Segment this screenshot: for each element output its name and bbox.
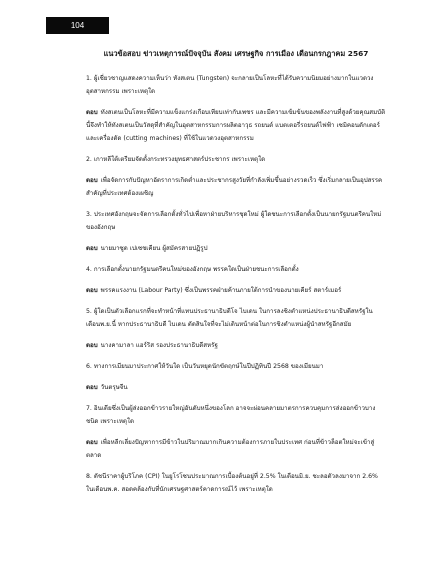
answer-label: ตอบ bbox=[86, 245, 98, 252]
question-4: 4. การเลือกตั้งนายกรัฐมนตรีคนใหม่ของอังกฤษ พรรคใดเป็นฝ่ายชนะการเลือกตั้ง bbox=[86, 266, 299, 273]
qa-item-2 bbox=[86, 153, 386, 200]
answer-5 bbox=[86, 339, 386, 352]
question-2: 2. เกาหลีใต้เตรียมจัดตั้งกระทรวงยุทธศาสตร์ประชากร เพราะเหตุใด bbox=[86, 156, 266, 163]
answer-3 bbox=[86, 242, 386, 255]
answer-text: นายมาซูด เปเซชเคียน ผู้สมัครสายปฏิรูป bbox=[100, 245, 208, 252]
document-title: แนวข้อสอบ ข่าวเหตุการณ์ปัจจุบัน สังคม เศรษฐกิจ การเมือง เดือนกรกฎาคม 2567 bbox=[103, 49, 369, 58]
answer-label: ตอบ bbox=[86, 384, 98, 391]
qa-item-3 bbox=[86, 208, 386, 255]
qa-item-8 bbox=[86, 470, 386, 496]
answer-text: วันตรุษจีน bbox=[100, 384, 128, 391]
answer-text: พรรคแรงงาน (Labour Party) ซึ่งเป็นพรรคฝ่ายค้านภายใต้การนำของนายเคียร์ สตาร์เมอร์ bbox=[100, 287, 342, 294]
answer-label: ตอบ bbox=[86, 342, 98, 349]
answer-1 bbox=[86, 106, 386, 145]
answer-label: ตอบ bbox=[86, 439, 98, 446]
answer-text: นางคามาลา แฮร์ริส รองประธานาธิบดีสหรัฐ bbox=[100, 342, 218, 349]
qa-item-6 bbox=[86, 360, 386, 394]
question-8: 8. ดัชนีราคาผู้บริโภค (CPI) ในยูโรโซนประมาณการเบื้องต้นอยู่ที่ 2.5% ในเดือนมิ.ย. ชะลอตัวลงมาจาก 2.6% ในเดือนพ.ค. สอดคล้องกับที่นักเศรษฐศาสตร์คาดการณ์ไว้ เพราะเหตุใด bbox=[86, 473, 378, 493]
answer-label: ตอบ bbox=[86, 177, 98, 184]
answer-6 bbox=[86, 381, 386, 394]
answer-label: ตอบ bbox=[86, 287, 98, 294]
answer-2 bbox=[86, 174, 386, 200]
qa-item-1 bbox=[86, 72, 386, 145]
question-7: 7. อินเดียซึ่งเป็นผู้ส่งออกข้าวรายใหญ่อันดับหนึ่งของโลก อาจจะผ่อนคลายมาตรการควบคุมการส่งออกข้าวบางชนิด เพราะเหตุใด bbox=[86, 405, 376, 425]
qa-item-7 bbox=[86, 402, 386, 462]
answer-label: ตอบ bbox=[86, 109, 98, 116]
answer-7 bbox=[86, 436, 386, 462]
qa-item-5 bbox=[86, 305, 386, 352]
question-5: 5. ผู้ใดเป็นตัวเลือกแรกที่จะทำหน้าที่แทนประธานาธิบดีโจ ไบเดน ในการลงชิงตำแหน่งประธานาธิบดีสหรัฐในเดือนพ.ย.นี้ หากประธานาธิบดี ไบเดน ตัดสินใจที่จะไม่เดินหน้าต่อในการชิงตำแหน่งผู้นำสหรัฐอีกสมัย bbox=[86, 308, 373, 328]
answer-text: เพื่อหลีกเลี่ยงปัญหาการมีข้าวในปริมาณมากเกินความต้องการภายในประเทศ ก่อนที่ข้าวล็อตใหม่จะเข้าสู่ตลาด bbox=[86, 439, 375, 459]
answer-text: ทังสเตนเป็นโลหะที่มีความแข็งแกร่งเกือบเทียบเท่ากับเพชร และมีความเข้มข้นของพลังงานที่สูงด้วยคุณสมบัตินี้จึงทำให้ทังสเตนเป็นวัสดุที่สำคัญในอุตสาหกรรมการผลิตอาวุธ รถยนต์ แบตเตอรี่รถยนต์ไฟฟ้า เซมิคอนดักเตอร์ และเครื่องตัด (cutting machines) ที่ใช้ในแวดวงอุตสาหกรรม bbox=[86, 109, 386, 142]
page-number-badge: 104 bbox=[46, 17, 109, 34]
question-3: 3. ประเทศอังกฤษจะจัดการเลือกตั้งทั่วไปเพื่อหาฝ่ายบริหารชุดใหม่ ผู้ใดชนะการเลือกตั้งเป็นนายกรัฐมนตรีคนใหม่ของอังกฤษ bbox=[86, 211, 382, 231]
answer-text: เพื่อจัดการกับปัญหาอัตราการเกิดต่ำและประชากรสูงวัยที่กำลังเพิ่มขึ้นอย่างรวดเร็ว ซึ่งเริ่มกลายเป็นอุปสรรคสำคัญที่ประเทศต้องเผชิญ bbox=[86, 177, 383, 197]
question-6: 6. ทางการเมียนมาประกาศให้วันใด เป็นวันหยุดนักขัตฤกษ์ในปีปฏิทินปี 2568 ของเมียนมา bbox=[86, 363, 324, 370]
question-1: 1. ผู้เชี่ยวชาญแสดงความเห็นว่า ทังสเตน (Tungsten) จะกลายเป็นโลหะที่ได้รับความนิยมอย่างมากในแวดวงอุตสาหกรรม เพราะเหตุใด bbox=[86, 75, 374, 95]
answer-4 bbox=[86, 284, 386, 297]
qa-item-4 bbox=[86, 263, 386, 297]
document-body bbox=[86, 49, 386, 504]
